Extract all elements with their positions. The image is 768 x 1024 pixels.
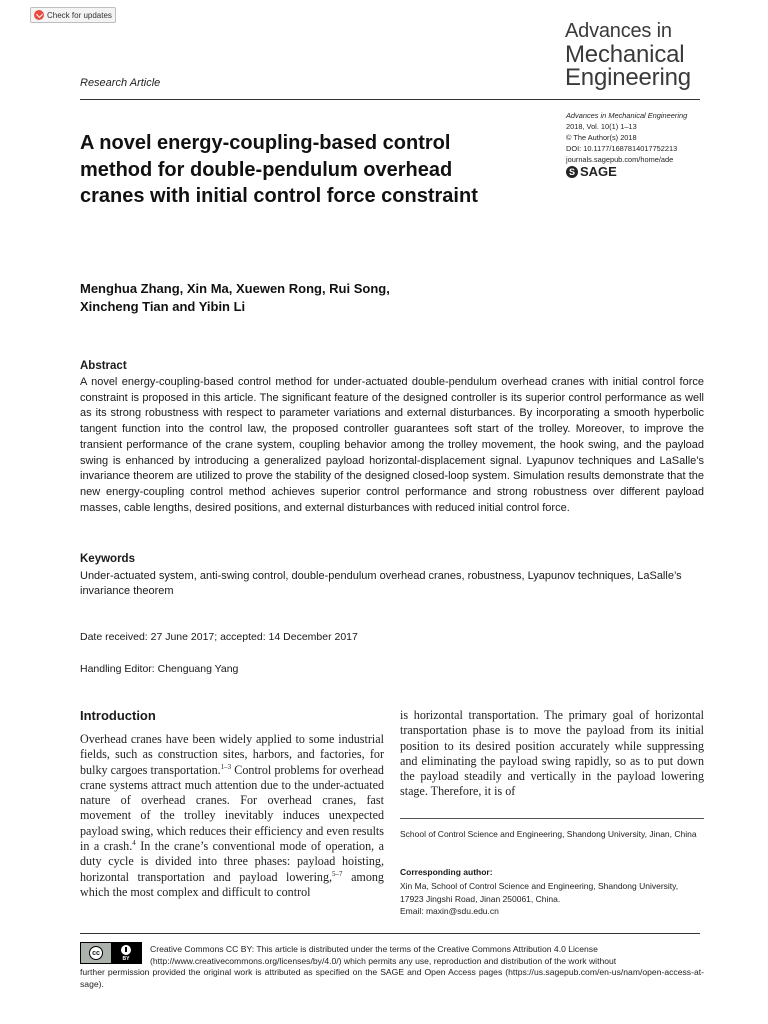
check-for-updates-button[interactable]: [30, 7, 116, 23]
corr-line2: 17923 Jingshi Road, Jinan 250061, China.: [400, 893, 561, 904]
keywords-heading: Keywords: [80, 553, 135, 565]
by-label: BY: [122, 956, 130, 962]
citation[interactable]: 4: [132, 839, 136, 848]
journal-logo-line2: Mechanical: [565, 41, 685, 68]
intro-text-3: In the crane’s conventional mode of operation, a duty cycle is divided into three phases: payload hoisting, horizontal transportation and payload lowering,: [80, 839, 384, 884]
abstract-text: A novel energy-coupling-based control method for under-actuated double-pendulum overhead cranes with initial control force constraint is proposed in this article. The significant feature of the designed controller is its superior control performance as well as its strong robustness with respect to parameter variations and external disturbances. By incorporating a smooth hyperbolic tangent function into the control law, the proposed controller guarantees soft start of the trolley. Moreover, to improve the transient performance of the crane system, coupling behavior among the trolley movement, the hook swing, and the payload swing is enhanced by introducing a generalized payload horizontal-displacement signal. Lyapunov techniques and LaSalle’s invariance theorem are utilized to prove the stability of the designed closed-loop system. Simulation results demonstrate that the new energy-coupling control method achieves superior control performance and strong robustness over different payload masses, cable lengths, desired positions, and external disturbances with reduced initial control force.: [80, 376, 704, 514]
intro-column-right: is horizontal transportation. The primary goal of horizontal transportation phase is to move the payload from its initial position to its desired position accurately while suppressing and eliminating the payload swing rapidly, so as to put down the payload steadily and vertically in the payload lowering stage. Therefore, it is of: [400, 708, 704, 799]
meta-doi[interactable]: DOI: 10.1177/1687814017752213: [566, 144, 678, 153]
affiliation: School of Control Science and Engineering, Shandong University, Jinan, China: [400, 829, 697, 839]
meta-url[interactable]: journals.sagepub.com/home/ade: [566, 155, 674, 164]
authors-line1: Menghua Zhang, Xin Ma, Xuewen Rong, Rui Song,: [80, 281, 390, 296]
journal-logo: [565, 20, 691, 89]
keywords-text: Under-actuated system, anti-swing control, double-pendulum overhead cranes, robustness, Lyapunov techniques, LaSalle’s invariance theorem: [80, 570, 682, 598]
meta-journal-name: Advances in Mechanical Engineering: [566, 111, 688, 120]
sage-logo: [566, 164, 617, 179]
intro-text-1: Overhead cranes have been widely applied to some industrial fields, such as construction sites, harbors, and factories, for bulky cargoes transportation.: [80, 732, 384, 777]
meta-volume: 2018, Vol. 10(1) 1–13: [566, 122, 637, 131]
introduction-heading: Introduction: [80, 708, 156, 723]
intro-text-2: Control problems for overhead crane systems attract much attention due to the under-actuated nature of overhead cranes. For overhead cranes, fast movement of the trolley inevitably induces unexpected payload swing, which reduces their efficiency and even results in a crash.: [80, 762, 384, 854]
by-logo: [111, 944, 141, 962]
cc-logo: [81, 943, 111, 963]
citation[interactable]: 1–3: [220, 762, 232, 771]
handling-editor: Handling Editor: Chenguang Yang: [80, 663, 239, 675]
authors-line2: Xincheng Tian and Yibin Li: [80, 299, 246, 314]
sage-wordmark: SAGE: [580, 164, 617, 179]
check-for-updates-label: Check for updates: [47, 10, 112, 20]
date-received: Date received: 27 June 2017; accepted: 14 December 2017: [80, 631, 358, 643]
intro-column-left: [80, 732, 384, 900]
cc-by-badge: [80, 942, 142, 964]
license-text-line1: Creative Commons CC BY: This article is distributed under the terms of the Creative Commons Attribution 4.0 License (http://www.creativecommons.org/licenses/by/4.0/) which permits any use, reproduction and distribution of the work without: [150, 944, 617, 966]
article-type: Research Article: [80, 77, 161, 89]
corr-email[interactable]: Email: maxin@sdu.edu.cn: [400, 906, 499, 916]
author-list: [80, 280, 500, 316]
corr-line1: Xin Ma, School of Control Science and Engineering, Shandong University,: [400, 881, 679, 891]
check-updates-icon: [34, 10, 44, 20]
license-text-line2: further permission provided the original work is attributed as specified on the SAGE and Open Access pages (https://us.sagepub.com/en-us/nam/open-access-at-sage).: [80, 967, 704, 989]
corresponding-author: [400, 880, 704, 918]
meta-copyright: © The Author(s) 2018: [566, 133, 637, 142]
footnote-divider: [400, 818, 704, 819]
publication-meta: [566, 110, 687, 165]
citation[interactable]: 5–7: [332, 869, 343, 878]
journal-logo-line1: Advances in: [565, 20, 672, 42]
journal-logo-line3: Engineering: [565, 64, 691, 91]
sage-mark-icon: S: [566, 166, 578, 178]
attribution-icon: [120, 944, 132, 956]
cc-icon: cc: [89, 946, 103, 960]
intro-text-4: among which the most complex and difficult to control: [80, 869, 384, 899]
corresponding-author-heading: Corresponding author:: [400, 867, 493, 877]
abstract-heading: Abstract: [80, 360, 127, 372]
footer-divider: [80, 933, 700, 934]
paper-title: A novel energy-coupling-based control method for double-pendulum overhead cranes with initial control force constraint: [80, 132, 478, 207]
header-divider: [80, 99, 700, 100]
